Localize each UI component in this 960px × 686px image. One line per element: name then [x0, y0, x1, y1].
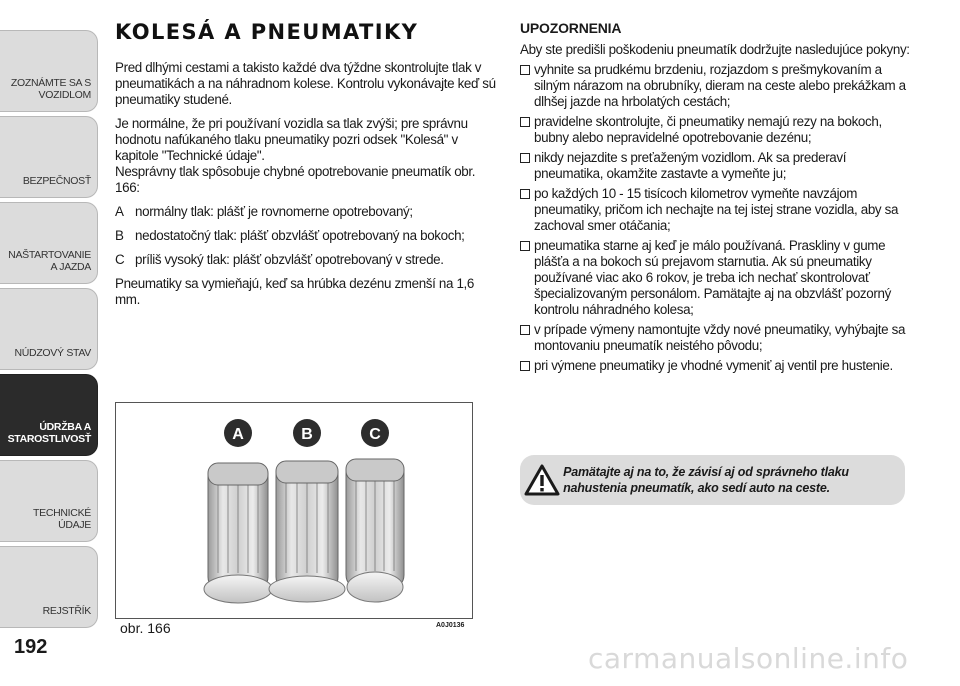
page-number: 192 — [14, 636, 48, 658]
tab-nudzovy-stav[interactable] — [0, 288, 98, 370]
warning-triangle-icon — [520, 464, 563, 496]
list-item — [520, 62, 910, 110]
checkbox-bullet-icon — [520, 361, 530, 371]
list-item — [520, 150, 910, 182]
checkbox-bullet-icon — [520, 325, 530, 335]
paragraph-check-pressure: Pred dlhými cestami a takisto každé dva týždne skontrolujte tlak v pneumatikách a na náhradnom kolese. Kontrolu vykonávajte keď sú pneumatiky studené. — [115, 60, 496, 107]
warnings-intro: Aby ste predišli poškodeniu pneumatík dodržujte nasledujúce pokyny: — [520, 42, 910, 57]
list-text: pri výmene pneumatiky je vhodné vymeniť aj ventil pre hustenie. — [534, 358, 893, 373]
list-letter: A — [115, 204, 124, 219]
list-item — [115, 228, 500, 244]
tab-label: BEZPEČNOSŤ — [22, 175, 91, 187]
figure-caption: obr. 166 — [120, 620, 171, 636]
tab-label: NAŠTARTOVANIE A JAZDA — [8, 249, 91, 273]
list-item — [520, 322, 910, 354]
tab-udrzba[interactable] — [0, 374, 98, 456]
list-text: nedostatočný tlak: plášť obzvlášť opotrebovaný na bokoch; — [135, 228, 465, 243]
pressure-notice — [520, 455, 905, 505]
label-c: C — [369, 426, 381, 443]
list-item — [115, 204, 500, 220]
list-item — [115, 252, 500, 268]
section-title: KOLESÁ A PNEUMATIKY — [115, 20, 419, 44]
tyre-wear-figure — [115, 402, 473, 619]
tyre-illustration — [116, 403, 472, 618]
list-text: príliš vysoký tlak: plášť obzvlášť opotrebovaný v strede. — [135, 252, 444, 267]
tyre-a — [204, 463, 272, 603]
tab-bezpecnost[interactable] — [0, 116, 98, 198]
tab-label: TECHNICKÉ ÚDAJE — [33, 507, 91, 531]
label-b: B — [301, 426, 313, 443]
list-text: pneumatika starne aj keď je málo používaná. Praskliny v gume plášťa a na bokoch sú prejavom starnutia. Ak sú pneumatiky používané viac ako 6 rokov, je treba ich nechať skontrolovať špecializovaným personálom. Pamätajte aj na obzvlášť pozorný kontrolu náhradného kolesa; — [534, 238, 891, 317]
list-text: po každých 10 - 15 tisícoch kilometrov vymeňte navzájom pneumatiky, pričom ich nechajte na tej istej strane vozidla, aby sa zachoval smer otáčania; — [534, 186, 899, 233]
tab-label: NÚDZOVÝ STAV — [14, 347, 91, 359]
wear-list — [115, 204, 500, 268]
figure-code: A0J0136 — [436, 622, 465, 629]
tab-zoznamte-sa[interactable] — [0, 30, 98, 112]
list-text: vyhnite sa prudkému brzdeniu, rozjazdom s prešmykovaním a silným nárazom na obrubníky, dieram na ceste alebo prekážkam a dlhšej jazde na hrbolatých cestách; — [534, 62, 906, 109]
checkbox-bullet-icon — [520, 117, 530, 127]
checkbox-bullet-icon — [520, 189, 530, 199]
list-item — [520, 114, 910, 146]
notice-text: Pamätajte aj na to, že závisí aj od správneho tlaku nahustenia pneumatík, ako sedí auto na ceste. — [563, 465, 849, 495]
tab-technicke-udaje[interactable] — [0, 460, 98, 542]
list-text: v prípade výmeny namontujte vždy nové pneumatiky, vyhýbajte sa montovaniu pneumatík neistého pôvodu; — [534, 322, 906, 353]
list-letter: B — [115, 228, 124, 243]
paragraph-pressure-increase: Je normálne, že pri používaní vozidla sa tlak zvýši; pre správnu hodnotu nafúkaného tlaku pneumatiky pozri odsek "Kolesá" v kapitole "Technické údaje". — [115, 116, 468, 163]
paragraph-replace-tread: Pneumatiky sa vymieňajú, keď sa hrúbka dezénu zmenší na 1,6 mm. — [115, 276, 475, 307]
tab-rejstrik[interactable] — [0, 546, 98, 628]
list-item — [520, 358, 910, 374]
tab-label: ZOZNÁMTE SA S VOZIDLOM — [10, 77, 91, 101]
tyre-c — [346, 459, 404, 602]
list-text: normálny tlak: plášť je rovnomerne opotrebovaný; — [135, 204, 413, 219]
warnings-list — [520, 62, 910, 374]
checkbox-bullet-icon — [520, 65, 530, 75]
list-item — [520, 238, 910, 318]
checkbox-bullet-icon — [520, 241, 530, 251]
tyres-section — [115, 20, 500, 316]
list-letter: C — [115, 252, 125, 267]
tab-label: ÚDRŽBA A STAROSTLIVOSŤ — [7, 421, 91, 445]
warnings-section — [520, 20, 910, 378]
list-item — [520, 186, 910, 234]
tab-label: REJSTŘÍK — [42, 605, 91, 617]
tyre-b — [269, 461, 345, 602]
warnings-title: UPOZORNENIA — [520, 20, 622, 36]
paragraph-wrong-pressure: Nesprávny tlak spôsobuje chybné opotrebovanie pneumatík obr. 166: — [115, 164, 476, 195]
checkbox-bullet-icon — [520, 153, 530, 163]
tab-nastartovanie[interactable] — [0, 202, 98, 284]
watermark: carmanualsonline.info — [588, 642, 909, 675]
label-a: A — [232, 426, 244, 443]
list-text: nikdy nejazdite s preťaženým vozidlom. Ak sa prederaví pneumatika, okamžite zastavte a vymeňte ju; — [534, 150, 847, 181]
list-text: pravidelne skontrolujte, či pneumatiky nemajú rezy na bokoch, bubny alebo nepravidelné opotrebovanie dezénu; — [534, 114, 882, 145]
